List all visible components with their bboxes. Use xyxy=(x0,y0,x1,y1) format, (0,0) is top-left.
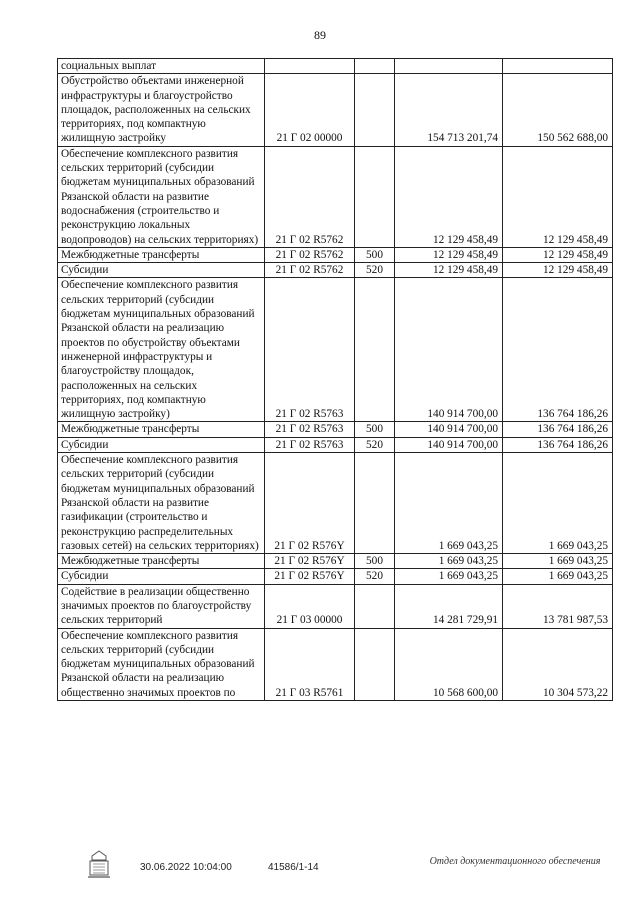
row-expense-type xyxy=(355,59,395,74)
row-amount-1: 154 713 201,74 xyxy=(395,74,503,146)
row-code: 21 Г 02 R5763 xyxy=(265,278,355,422)
coat-of-arms-icon xyxy=(86,850,112,880)
table-row xyxy=(58,453,613,554)
row-expense-type: 500 xyxy=(355,422,395,437)
row-amount-2: 1 669 043,25 xyxy=(503,569,613,584)
row-amount-1: 10 568 600,00 xyxy=(395,628,503,700)
table-row xyxy=(58,569,613,584)
table-row xyxy=(58,422,613,437)
row-amount-2: 12 129 458,49 xyxy=(503,247,613,262)
row-amount-1: 1 669 043,25 xyxy=(395,569,503,584)
row-code xyxy=(265,59,355,74)
row-name: Межбюджетные трансферты xyxy=(58,247,265,262)
row-name: социальных выплат xyxy=(58,59,265,74)
row-code: 21 Г 03 00000 xyxy=(265,584,355,628)
table-row xyxy=(58,628,613,700)
table-row xyxy=(58,584,613,628)
table-row xyxy=(58,247,613,262)
row-amount-1: 1 669 043,25 xyxy=(395,453,503,554)
row-expense-type xyxy=(355,584,395,628)
row-amount-2: 10 304 573,22 xyxy=(503,628,613,700)
row-expense-type: 500 xyxy=(355,247,395,262)
row-code: 21 Г 03 R5761 xyxy=(265,628,355,700)
row-amount-2: 1 669 043,25 xyxy=(503,554,613,569)
row-name: Межбюджетные трансферты xyxy=(58,554,265,569)
table-row xyxy=(58,554,613,569)
row-amount-1: 140 914 700,00 xyxy=(395,278,503,422)
row-code: 21 Г 02 R5763 xyxy=(265,422,355,437)
row-name: Межбюджетные трансферты xyxy=(58,422,265,437)
row-name: Обеспечение комплексного развития сельских территорий (субсидии бюджетам муниципальных образований Рязанской области на развитие водоснабжения (строительство и реконструкцию локальных водопроводов) на сельских территориях) xyxy=(58,146,265,247)
row-name: Содействие в реализации общественно значимых проектов по благоустройству сельских территорий xyxy=(58,584,265,628)
table-row xyxy=(58,74,613,146)
row-code: 21 Г 02 R5762 xyxy=(265,263,355,278)
row-expense-type xyxy=(355,146,395,247)
row-amount-1 xyxy=(395,59,503,74)
table-row xyxy=(58,437,613,452)
page-number: 89 xyxy=(314,28,326,42)
row-code: 21 Г 02 R5762 xyxy=(265,146,355,247)
row-amount-2: 136 764 186,26 xyxy=(503,278,613,422)
table-row xyxy=(58,146,613,247)
row-name: Субсидии xyxy=(58,569,265,584)
row-amount-2: 136 764 186,26 xyxy=(503,437,613,452)
row-amount-2: 12 129 458,49 xyxy=(503,146,613,247)
row-expense-type: 520 xyxy=(355,263,395,278)
row-expense-type: 520 xyxy=(355,569,395,584)
row-amount-1: 12 129 458,49 xyxy=(395,146,503,247)
row-name: Обустройство объектами инженерной инфраструктуры и благоустройство площадок, расположенных на сельских территориях, под компактную жилищную застройку xyxy=(58,74,265,146)
document-footer xyxy=(0,850,640,890)
row-code: 21 Г 02 R576Y xyxy=(265,569,355,584)
row-name: Субсидии xyxy=(58,437,265,452)
row-amount-1: 14 281 729,91 xyxy=(395,584,503,628)
signature-datetime: 30.06.2022 10:04:00 xyxy=(140,862,232,873)
row-name: Субсидии xyxy=(58,263,265,278)
row-code: 21 Г 02 R5763 xyxy=(265,437,355,452)
row-amount-1: 12 129 458,49 xyxy=(395,263,503,278)
row-amount-1: 140 914 700,00 xyxy=(395,422,503,437)
row-expense-type xyxy=(355,278,395,422)
row-amount-1: 12 129 458,49 xyxy=(395,247,503,262)
table-row xyxy=(58,263,613,278)
row-amount-2: 1 669 043,25 xyxy=(503,453,613,554)
registration-number: 41586/1-14 xyxy=(268,862,319,873)
row-amount-2: 13 781 987,53 xyxy=(503,584,613,628)
row-amount-2: 136 764 186,26 xyxy=(503,422,613,437)
row-expense-type: 520 xyxy=(355,437,395,452)
row-amount-2 xyxy=(503,59,613,74)
row-name: Обеспечение комплексного развития сельских территорий (субсидии бюджетам муниципальных образований Рязанской области на реализацию общественно значимых проектов по xyxy=(58,628,265,700)
row-name: Обеспечение комплексного развития сельских территорий (субсидии бюджетам муниципальных образований Рязанской области на развитие газификации (строительство и реконструкцию распределительных газовых сетей) на сельских территориях) xyxy=(58,453,265,554)
row-amount-1: 1 669 043,25 xyxy=(395,554,503,569)
table-row xyxy=(58,278,613,422)
row-expense-type xyxy=(355,74,395,146)
row-name: Обеспечение комплексного развития сельских территорий (субсидии бюджетам муниципальных образований Рязанской области на реализацию проектов по обустройству объектами инженерной инфраструктуры и благоустройству площадок, расположенных на сельских территориях, под компактную жилищную застройку) xyxy=(58,278,265,422)
row-expense-type xyxy=(355,628,395,700)
row-code: 21 Г 02 R576Y xyxy=(265,453,355,554)
table-row xyxy=(58,59,613,74)
row-code: 21 Г 02 00000 xyxy=(265,74,355,146)
row-code: 21 Г 02 R576Y xyxy=(265,554,355,569)
department-stamp: Отдел документационного обеспечения xyxy=(429,856,601,867)
row-expense-type xyxy=(355,453,395,554)
budget-table xyxy=(57,58,613,701)
row-amount-2: 12 129 458,49 xyxy=(503,263,613,278)
row-expense-type: 500 xyxy=(355,554,395,569)
row-amount-1: 140 914 700,00 xyxy=(395,437,503,452)
row-amount-2: 150 562 688,00 xyxy=(503,74,613,146)
row-code: 21 Г 02 R5762 xyxy=(265,247,355,262)
